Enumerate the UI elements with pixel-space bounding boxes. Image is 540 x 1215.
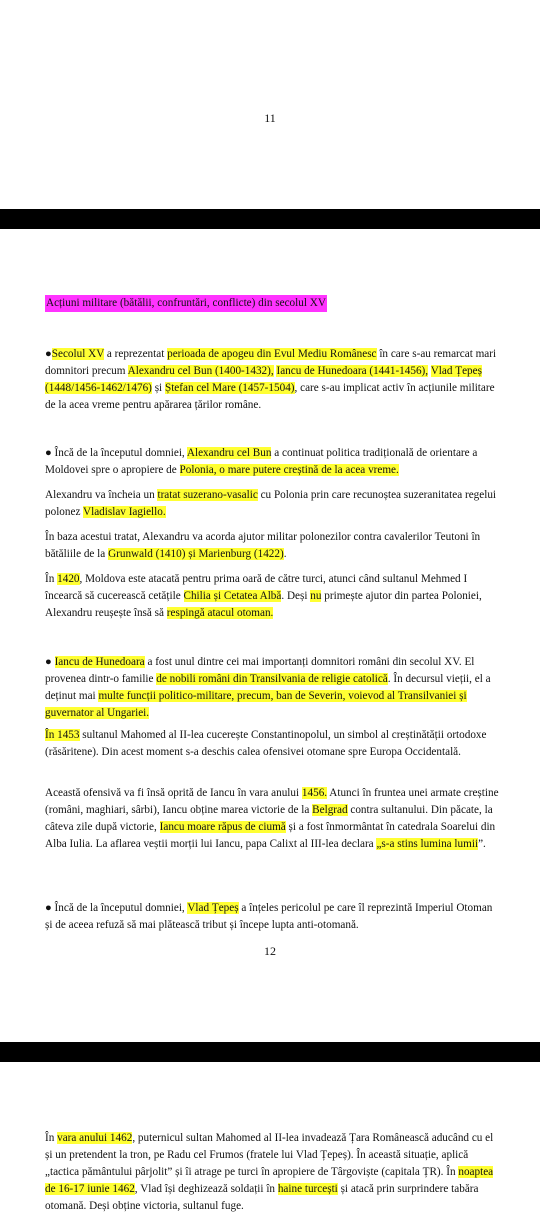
page-number: 12 [264,944,276,958]
paragraph [45,1130,500,1215]
highlighted-text: perioada de apogeu din Evul Mediu Românesc [167,348,377,360]
paragraph [45,785,500,853]
text-run: . [283,548,287,560]
text-run: , care s-au implicat activ în acțiunile militare de la acea vreme pentru apărarea țărilor române. [45,382,495,411]
highlighted-text: de nobili români din Transilvania de religie catolică [156,673,388,685]
text-run: și [151,382,165,394]
text-run: , puternicul sultan Mahomed al II-lea invadează Țara Românească aducând cu el și un pretendent la tron, pe Radu cel Frumos (fratele lui Vlad Țepeș). În această situație, aplică „tactica pământului pârjolit” și îi atrage pe turci în apropiere de Târgoviște (capitala ȚR). În [45,1132,494,1178]
page-separator [0,1042,540,1062]
highlighted-text: Secolul XV [51,348,105,360]
highlighted-text: noaptea de 16-17 iunie 1462 [45,1166,494,1195]
text-run: Această ofensivă va fi însă oprită de Iancu în vara anului [45,787,302,799]
text-run: . În decursul vieții, el a deținut mai [45,673,491,702]
text-run: Atunci în fruntea unei armate creștine (români, maghiari, sârbi), Iancu obține marea victorie de la [45,787,499,816]
text-run: primește ajutor din partea Poloniei, Alexandru reușește însă să [45,590,482,619]
text-run: ● [45,656,55,668]
text-run: ● [45,348,52,360]
highlighted-text: Vlad Țepeș (1448/1456-1462/1476) [45,365,482,394]
highlighted-text: Chilia și Cetatea Albă [183,590,282,602]
text-run: a continuat politica tradițională de orientare a Moldovei spre o apropiere de [45,447,478,476]
page-separator [0,209,540,229]
page-number: 11 [264,111,276,125]
highlighted-text: Ștefan cel Mare (1457-1504) [164,382,295,394]
page-fragment [0,1120,540,1212]
highlighted-text: haine turcești [277,1183,338,1195]
highlighted-text: respingă atacul otoman. [166,607,274,619]
text-run: a înțeles pericolul pe care îl reprezintă Imperiul Otoman și de aceea refuză să mai plătească tribut și începe lupta anti-otomană. [45,902,493,931]
highlighted-text: Vladislav Iagiello. [83,506,166,518]
highlighted-text: Vlad Țepeș [187,902,239,914]
paragraph [45,487,500,521]
text-run: , Vlad își deghizează soldații în [134,1183,278,1195]
highlighted-text: În 1453 [45,729,80,741]
text-run: , Moldova este atacată pentru prima oară de către turci, atunci când sultanul Mehmed I încearcă să cucerească cetățile [45,573,468,602]
section-heading: Acțiuni militare (bătălii, confruntări, conflicte) din secolul XV [45,295,327,312]
highlighted-text: nu [310,590,322,602]
text-run: a fost unul dintre cei mai importanți domnitori români din secolul XV. El provenea dintr-o familie [45,656,475,685]
highlighted-text: tratat suzerano-vasalic [157,489,258,501]
highlighted-text: 1420 [57,573,80,585]
highlighted-text: Alexandru cel Bun (1400-1432), [127,365,274,377]
paragraph [45,529,500,563]
text-run: și atacă prin surprindere tabăra otomană. Deși obține victoria, sultanul fuge. [45,1183,479,1212]
text-run: în care s-au remarcat mari domnitori precum [45,348,497,377]
paragraph [45,654,500,722]
text-run: ”. [478,838,486,850]
highlighted-text: Alexandru cel Bun [186,447,272,459]
highlighted-text: Grunwald (1410) și Marienburg (1422) [108,548,284,560]
text-run: . Deși [281,590,311,602]
highlighted-text: Belgrad [312,804,348,816]
text-run: ● Încă de la începutul domniei, [45,447,187,459]
text-run: ● Încă de la începutul domniei, [45,902,188,914]
text-run: În baza acestui tratat, Alexandru va acorda ajutor militar polonezilor contra cavalerilor Teutoni în bătăliile de la [45,531,481,560]
text-run: cu Polonia prin care recunoștea suzeranitatea regelui polonez [45,489,497,518]
text-run: În [45,573,58,585]
text-run: În [45,1132,58,1144]
highlighted-text: Iancu de Hunedoara (1441-1456), [276,365,429,377]
paragraph [45,571,500,622]
paragraph [45,727,500,761]
paragraph [45,346,500,414]
paragraph [45,445,500,479]
highlighted-text: multe funcții politico-militare, precum, ban de Severin, voievod al Transilvaniei și guvernator al Ungariei. [45,690,467,719]
highlighted-text: vara anului 1462 [57,1132,133,1144]
paragraph [45,900,500,934]
highlighted-text: „s-a stins lumina lumii [376,838,479,850]
highlighted-text: 1456. [301,787,328,799]
text-run: sultanul Mahomed al II-lea cucerește Constantinopolul, un simbol al creștinătății ortodoxe (răsăritene). Din acest moment s-a deschis calea ofensivei otomane spre Europa Occidentală. [45,729,487,758]
text-run: Alexandru va încheia un [45,489,158,501]
highlighted-text: Polonia, o mare putere creștină de la acea vreme. [179,464,399,476]
highlighted-text: Iancu moare răpus de ciumă [159,821,286,833]
text-run: contra sultanului. Din păcate, la câteva zile după victorie, [45,804,493,833]
text-run: a reprezentat [104,348,168,360]
highlighted-text: Iancu de Hunedoara [54,656,145,668]
text-run: și a fost înmormântat în catedrala Soarelui din Alba Iulia. La aflarea veștii morții lui Iancu, papa Calixt al III-lea declara [45,821,496,850]
